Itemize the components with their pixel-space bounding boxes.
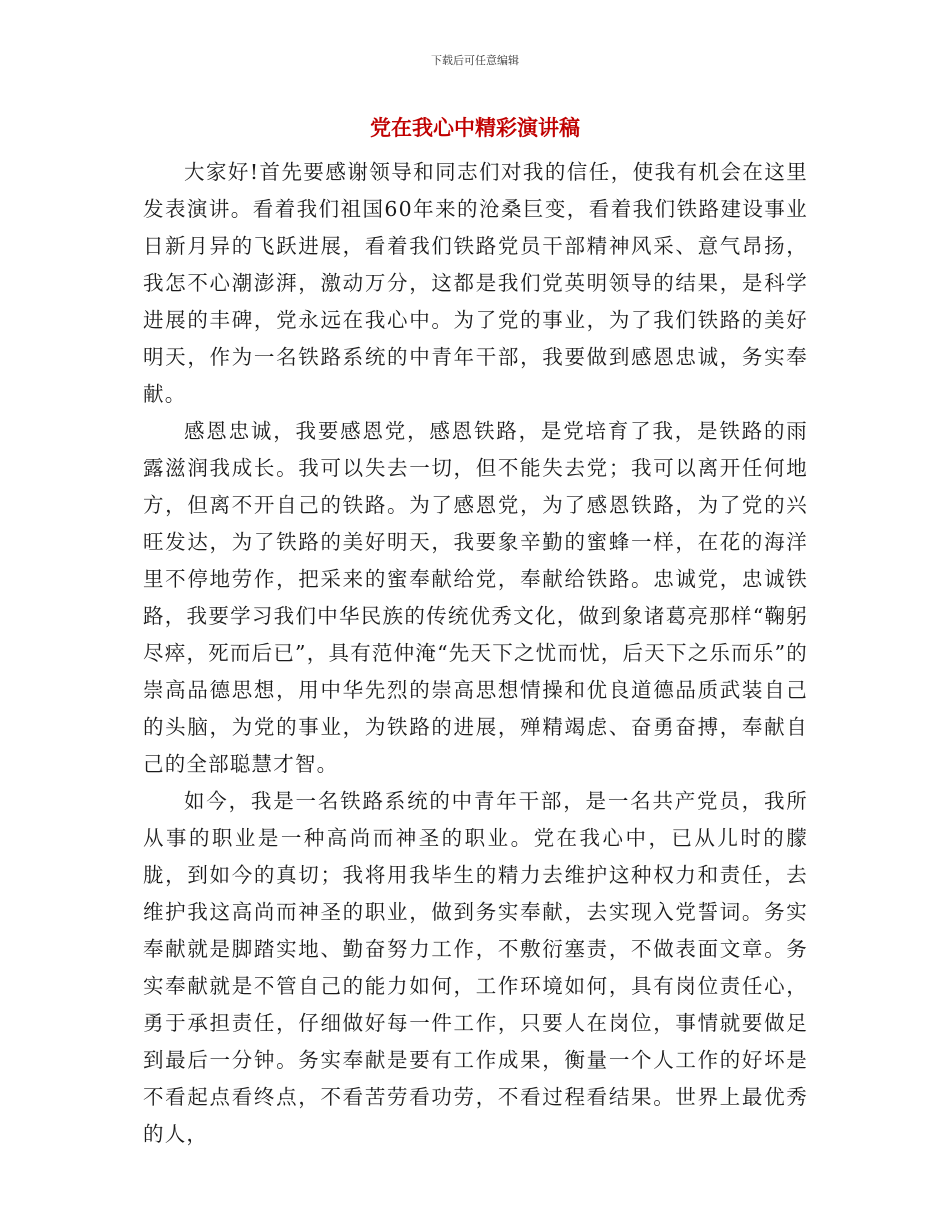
page-header-note: 下载后可任意编辑 — [431, 54, 519, 67]
paragraph-3: 如今，我是一名铁路系统的中青年干部，是一名共产党员，我所从事的职业是一种高尚而神圣的职业。党在我心中，已从儿时的朦胧，到如今的真切；我将用我毕生的精力去维护这种权力和责任，去维护我这高尚而神圣的职业，做到务实奉献，去实现入党誓词。务实奉献就是脚踏实地、勤奋努力工作，不敷衍塞责，不做表面文章。务实奉献就是不管自己的能力如何，工作环境如何，具有岗位责任心，勇于承担责任，仔细做好每一件工作，只要人在岗位，事情就要做足到最后一分钟。务实奉献是要有工作成果，衡量一个人工作的好坏是不看起点看终点，不看苦劳看功劳，不看过程看结果。世界上最优秀的人， — [143, 789, 808, 1146]
paragraph-1: 大家好!首先要感谢领导和同志们对我的信任，使我有机会在这里发表演讲。看着我们祖国60年来的沧桑巨变，看着我们铁路建设事业日新月异的飞跃进展，看着我们铁路党员干部精神风采、意气昂扬，我怎不心潮澎湃，激动万分，这都是我们党英明领导的结果，是科学进展的丰碑，党永远在我心中。为了党的事业，为了我们铁路的美好明天，作为一名铁路系统的中青年干部，我要做到感恩忠诚，务实奉献。 — [143, 160, 808, 406]
document-title: 党在我心中精彩演讲稿 — [370, 116, 580, 140]
paragraph-2: 感恩忠诚，我要感恩党，感恩铁路，是党培育了我，是铁路的雨露滋润我成长。我可以失去一切，但不能失去党；我可以离开任何地方，但离不开自己的铁路。为了感恩党，为了感恩铁路，为了党的兴旺发达，为了铁路的美好明天，我要象辛勤的蜜蜂一样，在花的海洋里不停地劳作，把采来的蜜奉献给党，奉献给铁路。忠诚党，忠诚铁路，我要学习我们中华民族的传统优秀文化，做到象诸葛亮那样“鞠躬尽瘁，死而后已”，具有范仲淹“先天下之忧而忧，后天下之乐而乐”的崇高品德思想，用中华先烈的崇高思想情操和优良道德品质武装自己的头脑，为党的事业，为铁路的进展，殚精竭虑、奋勇奋搏，奉献自己的全部聪慧才智。 — [143, 419, 808, 776]
document-body — [143, 154, 808, 1153]
